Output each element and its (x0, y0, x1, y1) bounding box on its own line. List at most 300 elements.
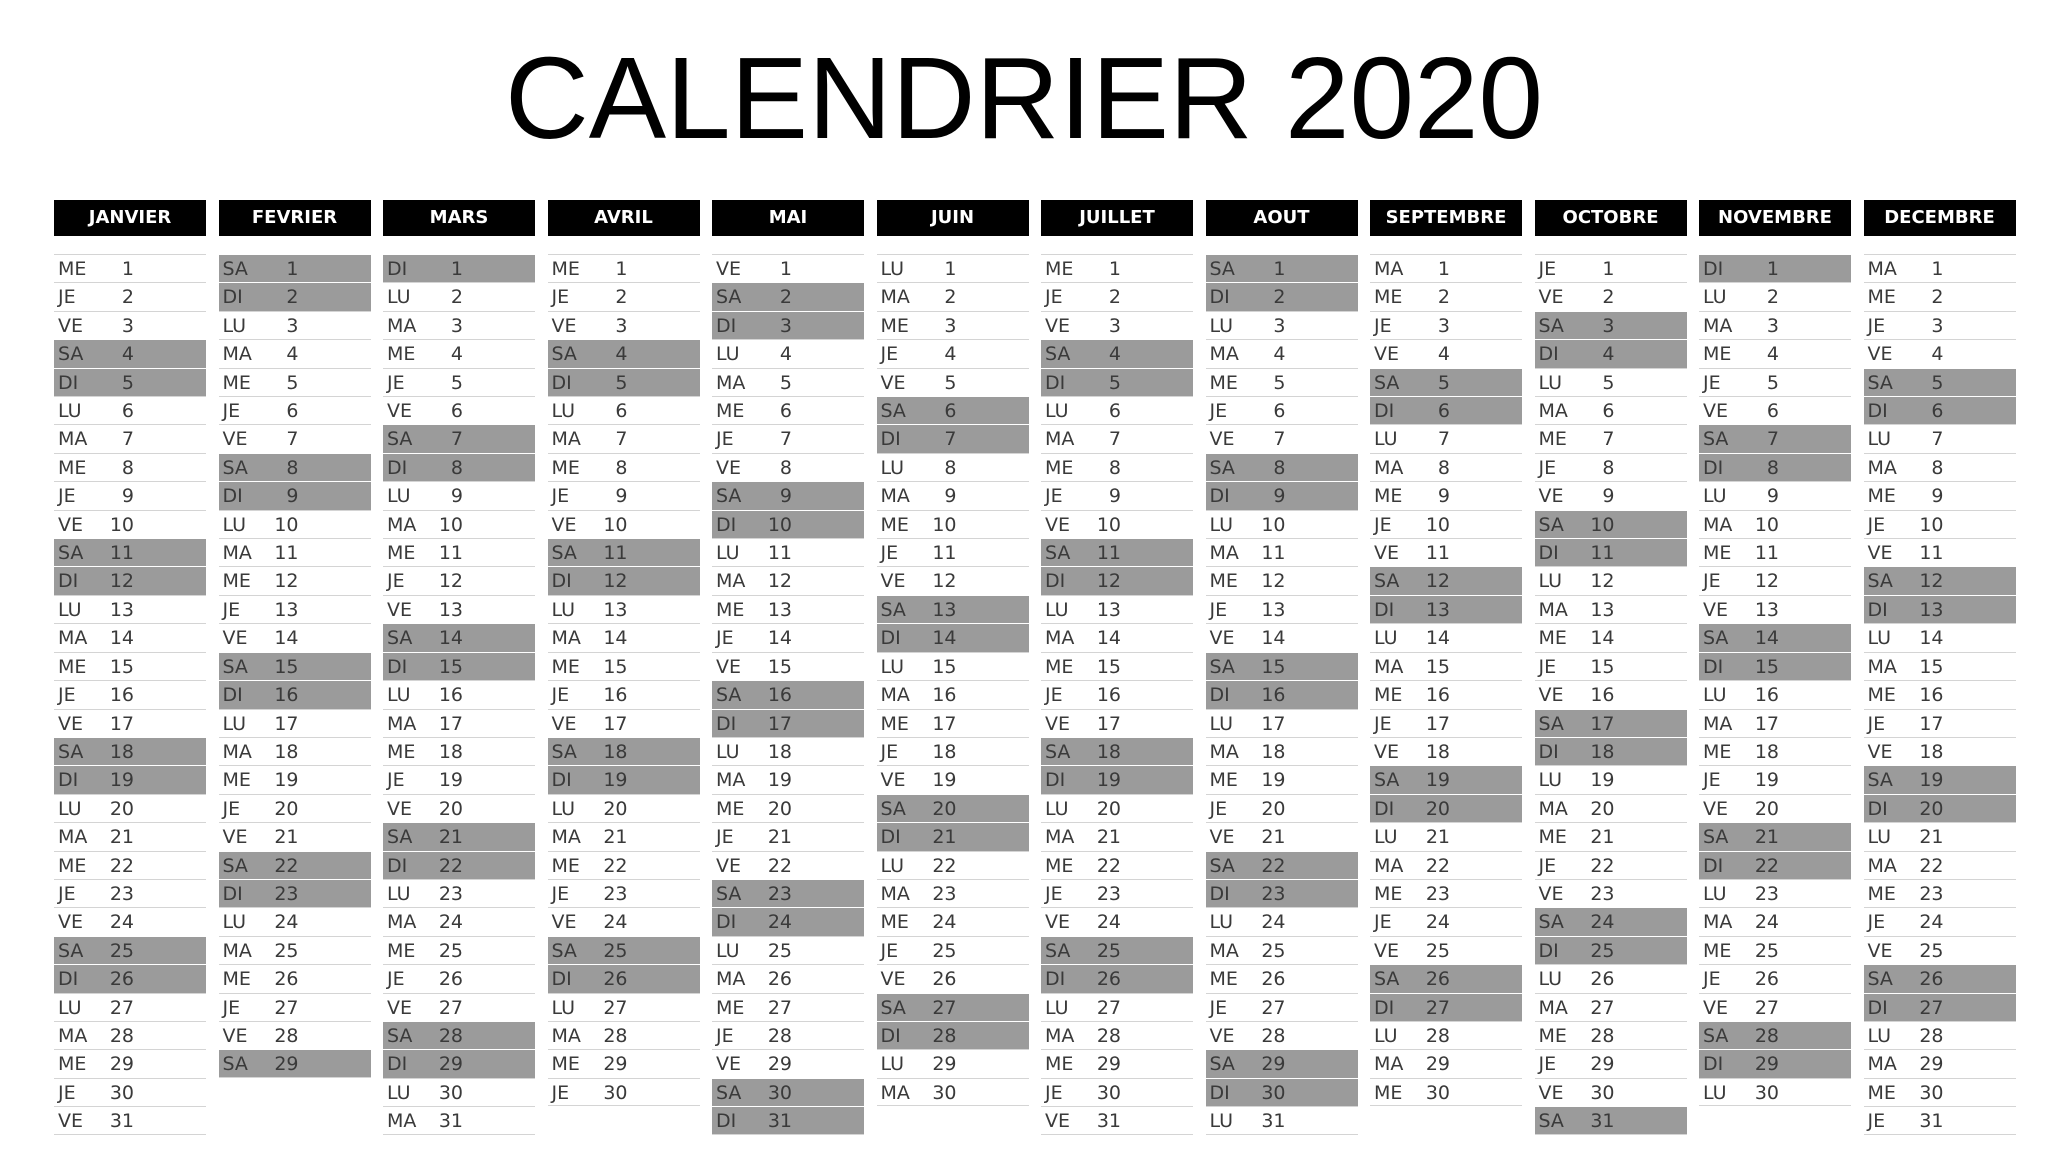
day-row (219, 964, 371, 992)
day-row (219, 566, 371, 594)
day-row (548, 794, 700, 822)
day-number: 21 (767, 826, 792, 849)
day-name: SA (1867, 570, 1893, 593)
day-name: VE (1374, 939, 1400, 962)
day-name: MA (222, 740, 252, 763)
day-name: SA (551, 740, 577, 763)
day-name: VE (716, 456, 742, 479)
day-row (383, 339, 535, 367)
month-column-octobre (1535, 200, 1687, 1133)
day-row (1864, 737, 2016, 765)
day-name: ME (1867, 1081, 1896, 1104)
day-number: 29 (274, 1053, 299, 1076)
day-name: JE (222, 797, 241, 820)
day-name: SA (880, 996, 906, 1019)
day-name: MA (58, 428, 88, 451)
day-name: SA (1045, 542, 1071, 565)
day-number: 8 (450, 456, 463, 479)
day-number: 26 (274, 968, 299, 991)
day-number: 15 (438, 655, 463, 678)
day-number: 21 (1261, 826, 1286, 849)
day-name: LU (222, 314, 247, 337)
day-name: DI (1045, 769, 1066, 792)
day-row (1206, 538, 1358, 566)
day-number: 4 (1602, 343, 1615, 366)
day-number: 10 (1425, 513, 1450, 536)
day-row (1535, 1078, 1687, 1106)
day-row (1699, 510, 1851, 538)
day-name: DI (1209, 1081, 1230, 1104)
day-number: 8 (286, 456, 299, 479)
day-row (1864, 254, 2016, 282)
day-name: JE (551, 286, 570, 309)
day-number: 12 (109, 570, 134, 593)
day-name: MA (1867, 854, 1897, 877)
day-name: MA (1209, 740, 1239, 763)
day-row (1864, 652, 2016, 680)
day-name: LU (1538, 371, 1563, 394)
day-number: 2 (1602, 286, 1615, 309)
day-name: LU (1703, 882, 1727, 905)
day-number: 27 (1754, 996, 1779, 1019)
months-grid (54, 200, 2014, 1140)
day-row (548, 652, 700, 680)
day-number: 18 (767, 740, 792, 763)
day-number: 23 (1919, 882, 1944, 905)
day-row (712, 311, 864, 339)
day-name: ME (1045, 258, 1074, 280)
day-number: 4 (1931, 343, 1944, 366)
day-row (1370, 993, 1522, 1021)
day-number: 31 (1919, 1110, 1944, 1133)
day-row (383, 396, 535, 424)
day-name: MA (222, 343, 252, 366)
day-list (219, 254, 371, 1078)
day-number: 9 (1273, 485, 1286, 508)
day-row (548, 851, 700, 879)
day-number: 22 (1590, 854, 1615, 877)
day-row (1864, 424, 2016, 452)
day-row (877, 396, 1029, 424)
day-name: SA (222, 456, 248, 479)
day-number: 26 (1590, 968, 1615, 991)
day-row (1206, 822, 1358, 850)
day-row (1535, 652, 1687, 680)
day-name: DI (716, 911, 737, 934)
day-number: 7 (944, 428, 957, 451)
day-row (1864, 311, 2016, 339)
day-name: DI (387, 1053, 408, 1076)
day-name: LU (716, 939, 740, 962)
day-name: SA (222, 854, 248, 877)
day-number: 16 (767, 684, 792, 707)
day-number: 13 (1261, 598, 1286, 621)
day-number: 27 (1096, 996, 1121, 1019)
day-name: JE (1374, 712, 1392, 735)
day-number: 14 (438, 627, 463, 650)
day-number: 24 (932, 911, 957, 934)
day-name: MA (1045, 627, 1075, 650)
day-number: 7 (450, 428, 463, 451)
day-row (54, 254, 206, 282)
day-number: 7 (286, 428, 299, 451)
day-name: ME (58, 655, 87, 678)
day-name: ME (1374, 1081, 1403, 1104)
day-row (1699, 851, 1851, 879)
day-name: MA (1209, 542, 1239, 565)
day-number: 6 (615, 400, 628, 423)
day-row (1206, 339, 1358, 367)
day-row (1699, 481, 1851, 509)
day-number: 23 (1096, 882, 1121, 905)
day-row (877, 680, 1029, 708)
day-row (1699, 282, 1851, 310)
day-number: 17 (274, 712, 299, 735)
day-name: JE (1867, 513, 1886, 536)
day-number: 13 (932, 598, 957, 621)
day-row (1370, 794, 1522, 822)
day-name: MA (58, 1024, 88, 1047)
day-row (219, 879, 371, 907)
day-number: 4 (1108, 343, 1121, 366)
day-number: 5 (779, 371, 792, 394)
day-name: ME (1867, 684, 1896, 707)
day-row (1535, 851, 1687, 879)
day-row (54, 709, 206, 737)
day-name: SA (1538, 911, 1564, 934)
day-number: 5 (121, 371, 134, 394)
day-name: JE (1703, 570, 1721, 593)
day-name: MA (716, 769, 746, 792)
day-number: 12 (1919, 570, 1944, 593)
day-row (1206, 936, 1358, 964)
day-row (1699, 737, 1851, 765)
day-number: 14 (1096, 627, 1121, 650)
day-name: VE (551, 513, 577, 536)
day-row (712, 907, 864, 935)
day-name: DI (1867, 797, 1888, 820)
day-name: MA (58, 826, 88, 849)
day-number: 13 (1590, 598, 1615, 621)
day-number: 6 (1931, 400, 1944, 423)
day-row (877, 538, 1029, 566)
day-row (548, 1049, 700, 1077)
day-number: 8 (1931, 456, 1944, 479)
day-number: 27 (1261, 996, 1286, 1019)
day-name: VE (1374, 542, 1400, 565)
day-row (219, 851, 371, 879)
day-list (712, 254, 864, 1135)
day-row (1535, 368, 1687, 396)
day-number: 30 (1754, 1081, 1779, 1104)
day-name: LU (716, 740, 740, 763)
day-name: SA (1045, 939, 1071, 962)
day-number: 2 (615, 286, 628, 309)
day-number: 12 (603, 570, 628, 593)
day-number: 18 (1261, 740, 1286, 763)
day-row (712, 339, 864, 367)
day-name: DI (551, 570, 572, 593)
day-name: DI (222, 882, 243, 905)
day-name: MA (1867, 1053, 1897, 1076)
day-number: 8 (779, 456, 792, 479)
day-name: ME (716, 797, 745, 820)
day-number: 31 (438, 1110, 463, 1133)
day-name: SA (716, 286, 742, 309)
day-number: 21 (1425, 826, 1450, 849)
day-row (1041, 1078, 1193, 1106)
day-number: 26 (767, 968, 792, 991)
day-name: VE (1374, 740, 1400, 763)
day-row (877, 481, 1029, 509)
day-row (1864, 964, 2016, 992)
day-number: 5 (450, 371, 463, 394)
day-name: ME (1703, 343, 1732, 366)
day-number: 10 (932, 513, 957, 536)
month-column-janvier (54, 200, 206, 1133)
day-name: ME (1703, 939, 1732, 962)
day-number: 21 (438, 826, 463, 849)
day-number: 13 (767, 598, 792, 621)
day-row (877, 652, 1029, 680)
day-row (548, 595, 700, 623)
month-header: MARS (383, 200, 535, 236)
day-row (1041, 794, 1193, 822)
day-row (219, 368, 371, 396)
day-number: 11 (1096, 542, 1121, 565)
day-name: MA (222, 939, 252, 962)
day-name: VE (551, 314, 577, 337)
day-number: 26 (109, 968, 134, 991)
day-name: ME (1538, 627, 1567, 650)
day-number: 9 (450, 485, 463, 508)
day-name: ME (551, 854, 580, 877)
day-name: SA (387, 428, 413, 451)
day-name: SA (58, 939, 84, 962)
day-name: LU (1374, 627, 1398, 650)
day-name: LU (880, 456, 905, 479)
day-name: LU (1703, 485, 1727, 508)
day-row (548, 964, 700, 992)
day-name: LU (222, 513, 247, 536)
day-number: 21 (1096, 826, 1121, 849)
day-number: 29 (1590, 1053, 1615, 1076)
day-name: MA (551, 826, 581, 849)
day-row (1370, 424, 1522, 452)
day-number: 6 (779, 400, 792, 423)
day-number: 24 (1590, 911, 1615, 934)
day-name: ME (222, 570, 251, 593)
day-name: LU (222, 911, 247, 934)
day-row (54, 368, 206, 396)
day-number: 8 (1108, 456, 1121, 479)
day-row (1206, 481, 1358, 509)
day-number: 15 (1096, 655, 1121, 678)
day-row (877, 424, 1029, 452)
day-name: ME (1374, 485, 1403, 508)
day-name: JE (551, 684, 570, 707)
day-row (712, 964, 864, 992)
day-number: 1 (1602, 258, 1615, 280)
day-name: SA (716, 684, 742, 707)
day-number: 5 (1766, 371, 1779, 394)
day-row (1370, 623, 1522, 651)
day-row (383, 964, 535, 992)
day-number: 2 (779, 286, 792, 309)
day-name: MA (1209, 343, 1239, 366)
day-name: JE (1538, 456, 1557, 479)
day-name: LU (1045, 598, 1069, 621)
day-name: JE (387, 371, 405, 394)
day-number: 28 (1590, 1024, 1615, 1047)
day-name: MA (1538, 996, 1568, 1019)
day-name: MA (1374, 854, 1404, 877)
day-number: 4 (1273, 343, 1286, 366)
day-number: 6 (286, 400, 299, 423)
day-row (219, 936, 371, 964)
day-name: DI (1209, 684, 1230, 707)
day-number: 7 (1766, 428, 1779, 451)
day-number: 21 (932, 826, 957, 849)
day-row (712, 368, 864, 396)
day-row (54, 822, 206, 850)
day-number: 14 (1919, 627, 1944, 650)
day-number: 11 (1590, 542, 1615, 565)
day-row (1041, 368, 1193, 396)
day-number: 8 (1602, 456, 1615, 479)
day-row (219, 709, 371, 737)
day-row (54, 481, 206, 509)
day-name: MA (716, 570, 746, 593)
day-name: MA (1867, 456, 1897, 479)
day-row (54, 765, 206, 793)
day-row (1041, 453, 1193, 481)
day-row (383, 822, 535, 850)
day-name: ME (1703, 740, 1732, 763)
day-number: 17 (767, 712, 792, 735)
day-row (383, 680, 535, 708)
day-row (383, 936, 535, 964)
day-row (1041, 936, 1193, 964)
day-name: ME (551, 258, 580, 280)
day-row (1535, 822, 1687, 850)
day-row (1699, 822, 1851, 850)
day-name: JE (1209, 598, 1228, 621)
day-name: JE (1045, 882, 1063, 905)
day-name: JE (58, 1081, 76, 1104)
day-number: 18 (274, 740, 299, 763)
day-name: LU (387, 882, 411, 905)
day-name: JE (222, 400, 241, 423)
day-row (383, 1021, 535, 1049)
day-row (1041, 1049, 1193, 1077)
day-row (54, 907, 206, 935)
day-number: 10 (767, 513, 792, 536)
day-number: 22 (1096, 854, 1121, 877)
day-row (1041, 396, 1193, 424)
day-number: 31 (1590, 1110, 1615, 1133)
day-row (712, 851, 864, 879)
day-name: DI (1045, 371, 1066, 394)
day-row (1699, 424, 1851, 452)
day-row (219, 652, 371, 680)
day-name: DI (716, 513, 737, 536)
day-number: 6 (1602, 400, 1615, 423)
day-number: 28 (1261, 1024, 1286, 1047)
day-row (1535, 765, 1687, 793)
day-row (1206, 510, 1358, 538)
day-number: 27 (932, 996, 957, 1019)
day-number: 25 (767, 939, 792, 962)
day-row (712, 652, 864, 680)
day-row (54, 680, 206, 708)
day-row (1041, 964, 1193, 992)
day-row (877, 765, 1029, 793)
day-number: 17 (1425, 712, 1450, 735)
day-number: 13 (109, 598, 134, 621)
day-number: 19 (603, 769, 628, 792)
day-number: 2 (1931, 286, 1944, 309)
day-row (54, 453, 206, 481)
day-name: DI (1538, 542, 1559, 565)
day-name: SA (1045, 740, 1071, 763)
day-number: 23 (274, 882, 299, 905)
day-number: 12 (1261, 570, 1286, 593)
day-name: DI (222, 684, 243, 707)
day-name: DI (1538, 740, 1559, 763)
day-row (1370, 481, 1522, 509)
day-number: 17 (438, 712, 463, 735)
day-row (548, 538, 700, 566)
day-row (1041, 737, 1193, 765)
day-number: 13 (603, 598, 628, 621)
day-row (54, 1078, 206, 1106)
day-row (383, 566, 535, 594)
day-row (712, 595, 864, 623)
day-name: VE (1867, 939, 1893, 962)
day-row (1535, 993, 1687, 1021)
day-number: 12 (274, 570, 299, 593)
day-number: 10 (109, 513, 134, 536)
day-number: 29 (932, 1053, 957, 1076)
day-number: 15 (109, 655, 134, 678)
day-name: VE (1045, 911, 1071, 934)
day-number: 15 (603, 655, 628, 678)
day-number: 3 (1273, 314, 1286, 337)
day-row (1370, 936, 1522, 964)
day-name: ME (1045, 854, 1074, 877)
day-name: SA (1374, 769, 1400, 792)
day-number: 30 (767, 1081, 792, 1104)
day-name: JE (58, 485, 76, 508)
day-number: 20 (1261, 797, 1286, 820)
day-name: JE (551, 1081, 570, 1104)
day-row (1864, 822, 2016, 850)
day-row (877, 623, 1029, 651)
day-row (54, 311, 206, 339)
day-number: 16 (1590, 684, 1615, 707)
day-name: SA (1045, 343, 1071, 366)
day-name: JE (1374, 911, 1392, 934)
day-number: 17 (932, 712, 957, 735)
day-row (1370, 566, 1522, 594)
day-row (1535, 339, 1687, 367)
day-row (383, 254, 535, 282)
day-name: ME (1045, 456, 1074, 479)
day-name: ME (387, 939, 416, 962)
day-number: 27 (1590, 996, 1615, 1019)
day-name: VE (387, 996, 413, 1019)
